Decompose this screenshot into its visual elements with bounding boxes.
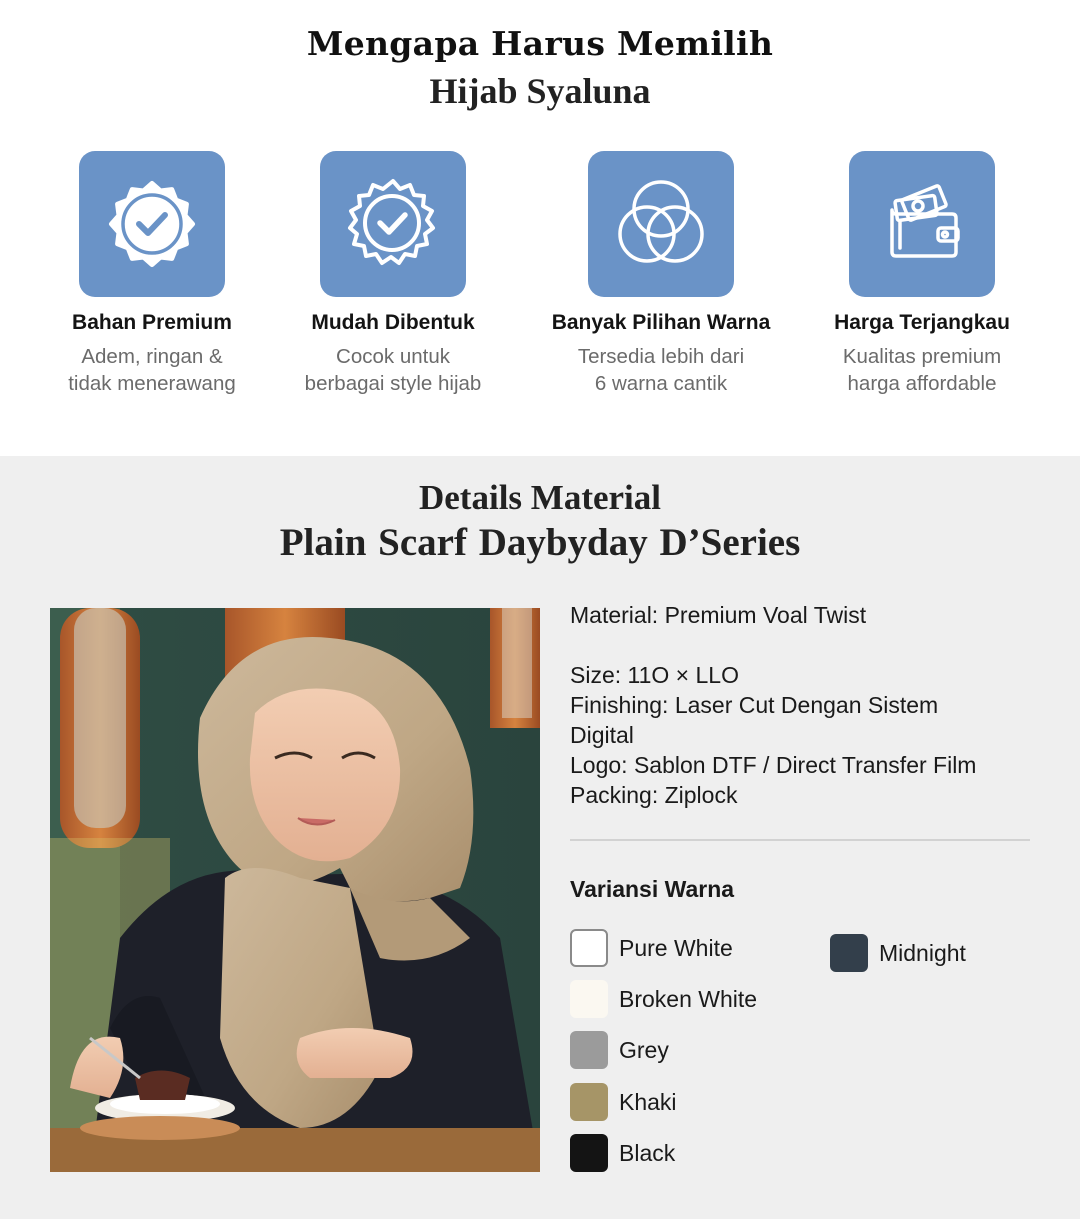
color-swatch	[570, 1134, 608, 1172]
swatch-black	[570, 1134, 675, 1172]
swatch-label: Khaki	[619, 1088, 677, 1115]
spec-finishing: Finishing: Laser Cut Dengan Sistem	[570, 692, 939, 718]
feature-harga-terjangkau	[802, 151, 1042, 397]
feature-title: Banyak Pilihan Warna	[551, 311, 771, 334]
feature-desc-line: 6 warna cantik	[594, 372, 728, 395]
spec-finishing-cont: Digital	[570, 722, 634, 748]
brand-subtitle: Hijab Syaluna	[429, 71, 651, 111]
feature-mudah-dibentuk	[273, 151, 513, 397]
swatch-label: Grey	[619, 1036, 669, 1063]
color-swatch	[570, 929, 608, 967]
color-circles-icon	[588, 151, 734, 297]
color-swatch	[570, 1031, 608, 1069]
feature-description	[541, 343, 781, 397]
details-title: Details Material	[419, 478, 661, 517]
feature-desc-line: Kualitas premium	[842, 345, 1002, 368]
feature-desc-line: tidak menerawang	[68, 372, 236, 395]
swatch-label: Midnight	[879, 939, 966, 966]
swatch-label: Broken White	[619, 985, 758, 1012]
feature-title: Bahan Premium	[72, 311, 232, 334]
color-swatch	[570, 980, 608, 1018]
feature-desc-line: Cocok untuk	[336, 345, 450, 368]
feature-desc-line: harga affordable	[847, 372, 997, 395]
feature-title: Harga Terjangkau	[834, 311, 1010, 334]
feature-desc-line: Adem, ringan &	[81, 345, 223, 368]
color-swatch	[570, 1083, 608, 1121]
feature-title: Mudah Dibentuk	[311, 311, 475, 334]
premium-badge-icon	[79, 151, 225, 297]
swatch-label: Pure White	[619, 934, 733, 961]
feature-desc-line: Tersedia lebih dari	[577, 345, 745, 368]
gear-check-icon	[320, 151, 466, 297]
feature-description	[32, 343, 272, 397]
details-section	[0, 456, 1080, 1219]
material-specs	[570, 600, 1040, 810]
spec-packing: Packing: Ziplock	[570, 782, 738, 808]
swatch-broken-white	[570, 980, 757, 1018]
swatch-khaki	[570, 1083, 677, 1121]
wallet-icon	[849, 151, 995, 297]
why-title: Mengapa Harus Memilih	[306, 24, 774, 63]
spec-size: Size: 11O × LLO	[570, 662, 739, 688]
feature-description	[273, 343, 513, 397]
why-choose-section	[0, 0, 1080, 456]
color-swatch	[830, 934, 868, 972]
divider	[570, 839, 1030, 841]
swatch-grey	[570, 1031, 669, 1069]
feature-desc-line: berbagai style hijab	[304, 372, 482, 395]
variants-title: Variansi Warna	[570, 876, 735, 902]
feature-banyak-pilihan-warna	[541, 151, 781, 397]
spec-material: Material: Premium Voal Twist	[570, 602, 867, 628]
swatch-midnight	[830, 934, 966, 972]
swatch-pure-white	[570, 929, 733, 967]
spec-logo: Logo: Sablon DTF / Direct Transfer Film	[570, 752, 977, 778]
product-photo	[50, 608, 540, 1172]
feature-bahan-premium	[32, 151, 272, 397]
product-name: Plain Scarf Daybyday D’Series	[279, 521, 801, 564]
swatch-label: Black	[619, 1139, 676, 1166]
feature-description	[802, 343, 1042, 397]
